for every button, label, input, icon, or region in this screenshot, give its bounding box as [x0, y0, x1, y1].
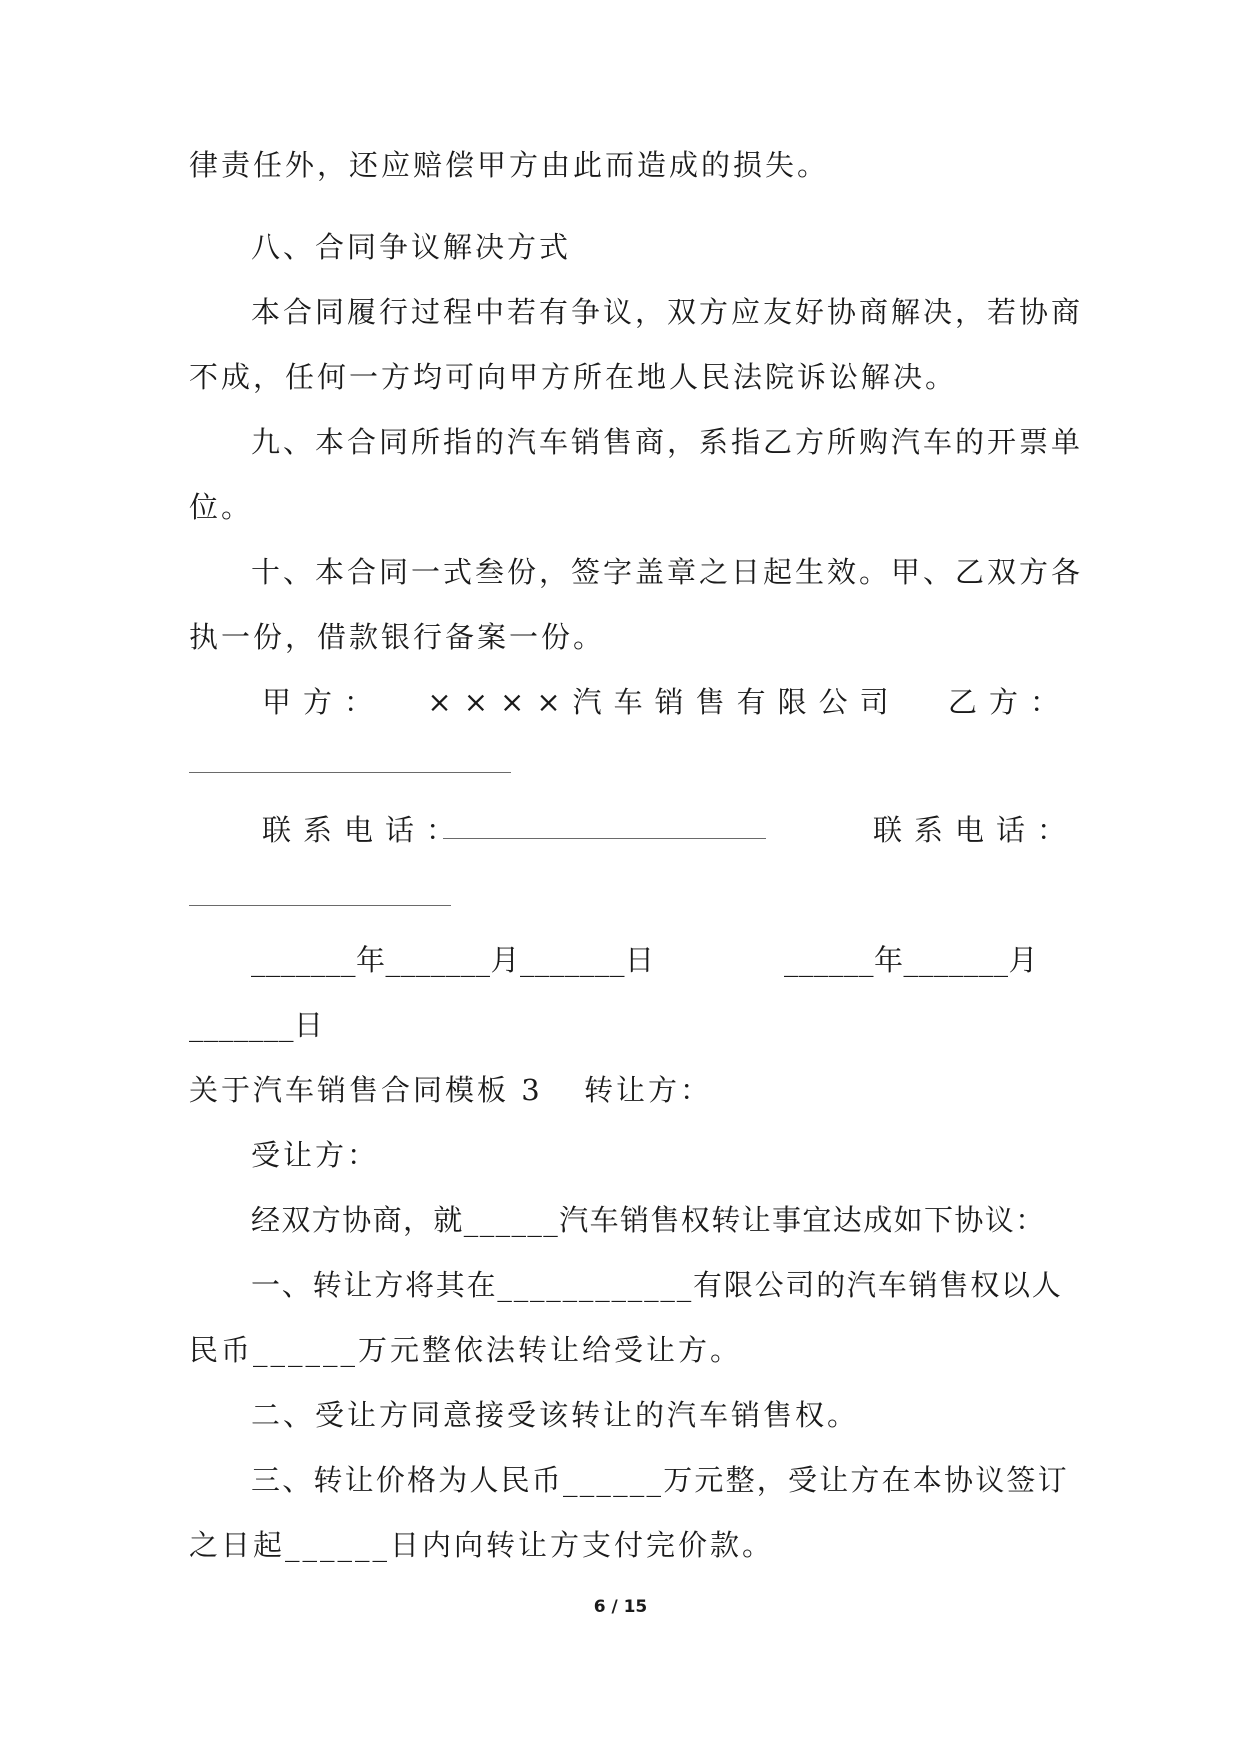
body-line: 十、本合同一式叁份，签字盖章之日起生效。甲、乙双方各	[251, 555, 1084, 589]
transferor-label: 转让方：	[584, 1073, 713, 1107]
body-line: 二、受让方同意接受该转让的汽车销售权。	[251, 1398, 860, 1432]
body-line: 三、转让价格为人民币______万元整，受让方在本协议签订	[251, 1463, 1069, 1497]
party-a-label: 甲方： ××××汽车销售有限公司	[262, 685, 901, 719]
template-title: 关于汽车销售合同模板 3	[189, 1073, 543, 1107]
section-heading: 八、合同争议解决方式	[251, 230, 572, 264]
date-line-a: _______年_______月_______日	[251, 943, 655, 977]
body-line: 经双方协商，就______汽车销售权转让事宜达成如下协议：	[251, 1203, 1046, 1237]
phone-line-b	[189, 905, 451, 906]
body-line: 执一份，借款银行备案一份。	[189, 620, 606, 654]
body-line: 律责任外，还应赔偿甲方由此而造成的损失。	[189, 148, 830, 182]
signature-line	[189, 772, 511, 773]
body-line: 位。	[189, 490, 254, 524]
party-b-label: 乙方：	[948, 685, 1072, 719]
date-line-b: ______年_______月	[784, 943, 1039, 977]
body-line: 九、本合同所指的汽车销售商，系指乙方所购汽车的开票单	[251, 425, 1084, 459]
body-line: 之日起______日内向转让方支付完价款。	[189, 1528, 775, 1562]
phone-line-a	[443, 838, 766, 839]
body-line: 民币______万元整依法转让给受让方。	[189, 1333, 743, 1367]
body-line: 本合同履行过程中若有争议，双方应友好协商解决，若协商	[251, 295, 1084, 329]
date-line-b-day: _______日	[189, 1008, 324, 1042]
phone-label-a: 联系电话：	[262, 813, 468, 847]
page-number: 6 / 15	[593, 1597, 648, 1617]
transferee-label: 受让方：	[251, 1138, 380, 1172]
body-line: 不成，任何一方均可向甲方所在地人民法院诉讼解决。	[189, 360, 958, 394]
phone-label-b: 联系电话：	[873, 813, 1079, 847]
body-line: 一、转让方将其在____________有限公司的汽车销售权以人	[251, 1268, 1063, 1302]
